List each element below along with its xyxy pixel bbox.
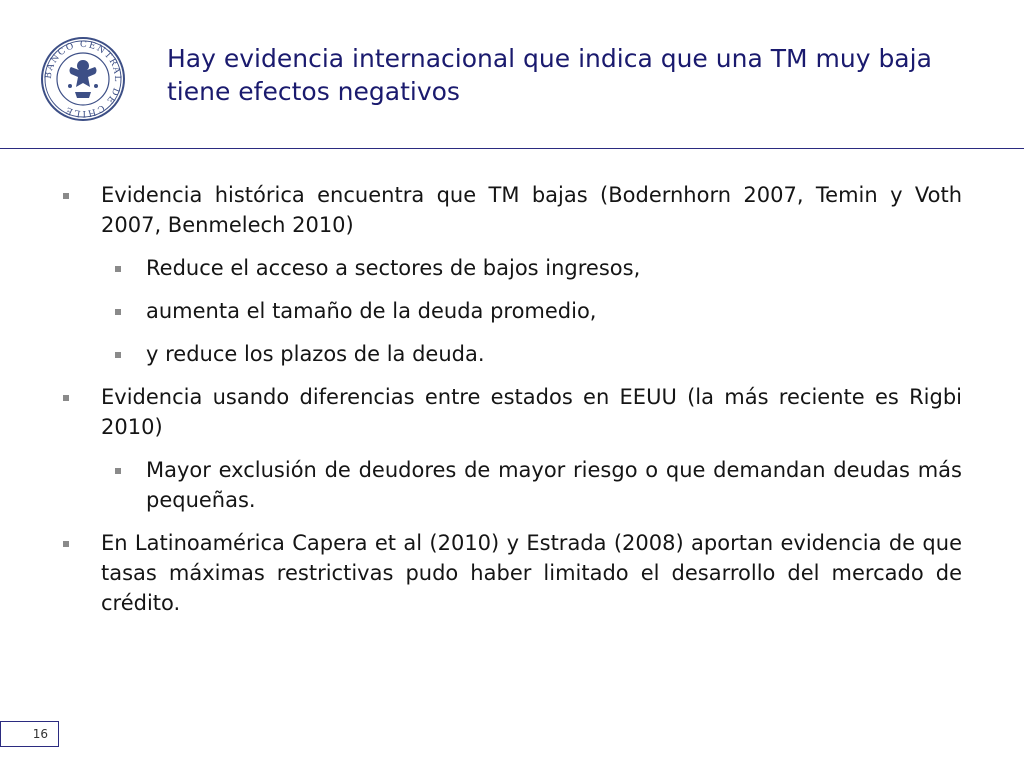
sub-bullet-text: aumenta el tamaño de la deuda promedio, [146, 299, 597, 323]
sub-bullet-item [60, 296, 962, 326]
bullet-item [60, 180, 962, 240]
bullet-text: Evidencia usando diferencias entre estados en EEUU (la más reciente es Rigbi 2010) [101, 385, 962, 439]
slide-body [60, 180, 962, 631]
page-number: 16 [0, 721, 59, 747]
bullet-item [60, 382, 962, 442]
square-bullet-icon [115, 309, 121, 315]
bullet-text: En Latinoamérica Capera et al (2010) y Estrada (2008) aportan evidencia de que tasas máximas restrictivas pudo haber limitado el desarrollo del mercado de crédito. [101, 531, 962, 615]
square-bullet-icon [63, 395, 69, 401]
slide-title: Hay evidencia internacional que indica que una TM muy baja tiene efectos negativos [167, 44, 932, 106]
sub-bullet-text: Reduce el acceso a sectores de bajos ingresos, [146, 256, 641, 280]
sub-bullet-item [60, 253, 962, 283]
sub-bullet-text: y reduce los plazos de la deuda. [146, 342, 485, 366]
square-bullet-icon [63, 541, 69, 547]
bullet-item [60, 528, 962, 618]
square-bullet-icon [115, 352, 121, 358]
bullet-text: Evidencia histórica encuentra que TM bajas (Bodernhorn 2007, Temin y Voth 2007, Benmelech 2010) [101, 183, 962, 237]
sub-bullet-text: Mayor exclusión de deudores de mayor riesgo o que demandan deudas más pequeñas. [146, 458, 962, 512]
title-divider [0, 148, 1024, 149]
bank-seal-logo [40, 36, 126, 122]
sub-bullet-item [60, 455, 962, 515]
square-bullet-icon [63, 193, 69, 199]
square-bullet-icon [115, 468, 121, 474]
seal-text: BANCO CENTRAL DE CHILE [43, 39, 123, 119]
square-bullet-icon [115, 266, 121, 272]
seal-icon [40, 36, 126, 122]
sub-bullet-item [60, 339, 962, 369]
